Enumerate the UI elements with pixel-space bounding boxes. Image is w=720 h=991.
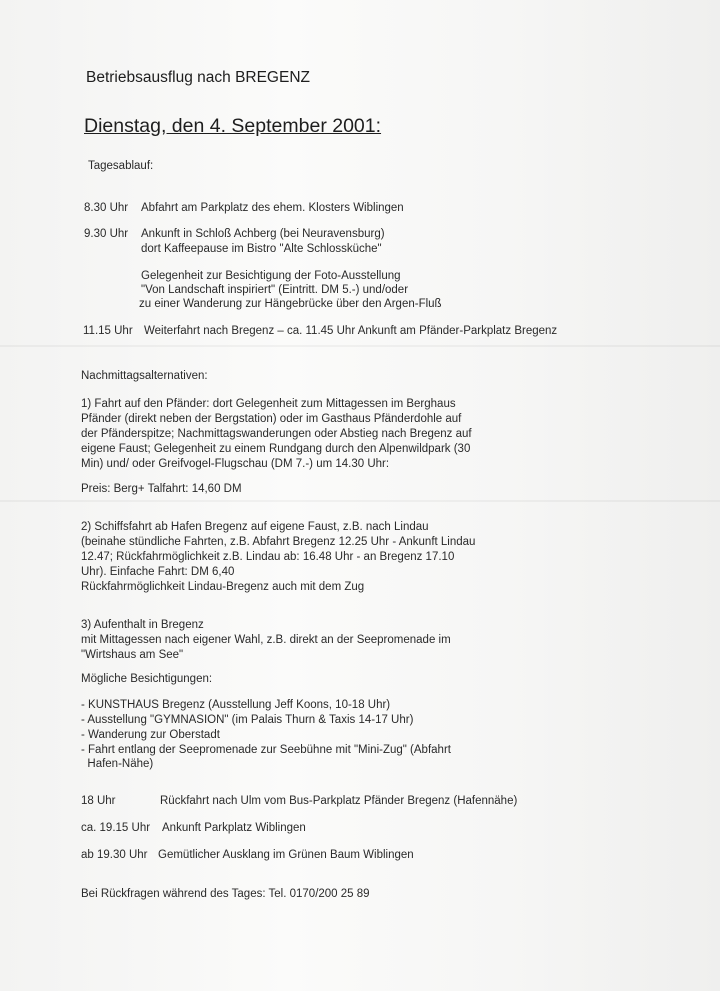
date-heading: Dienstag, den 4. September 2001: xyxy=(84,115,382,137)
option1-line: Min) und/ oder Greifvogel-Flugschau (DM 7.-) um 14.30 Uhr: xyxy=(81,458,390,470)
evening-time: 18 Uhr xyxy=(81,795,116,807)
schedule-time: 8.30 Uhr xyxy=(84,202,129,214)
schedule-text: "Von Landschaft inspiriert" (Eintritt. DM 5.-) und/oder xyxy=(141,284,409,296)
sight-item: - Fahrt entlang der Seepromenade zur Seebühne mit "Mini-Zug" (Abfahrt xyxy=(81,744,451,756)
option2-line: (beinahe stündliche Fahrten, z.B. Abfahrt Bregenz 12.25 Uhr - Ankunft Lindau xyxy=(81,536,476,548)
sight-item: - Ausstellung "GYMNASION" (im Palais Thurn & Taxis 14-17 Uhr) xyxy=(81,714,414,726)
evening-time: ab 19.30 Uhr xyxy=(81,849,148,861)
evening-text: Gemütlicher Ausklang im Grünen Baum Wiblingen xyxy=(158,849,414,861)
afternoon-heading: Nachmittagsalternativen: xyxy=(81,370,208,382)
evening-time: ca. 19.15 Uhr xyxy=(81,822,151,834)
sight-item: - Wanderung zur Oberstadt xyxy=(81,729,220,741)
option1-line: der Pfänderspitze; Nachmittagswanderungen oder Abstieg nach Bregenz auf xyxy=(81,428,472,440)
schedule-text: Ankunft in Schloß Achberg (bei Neuravensburg) xyxy=(141,228,385,240)
option1-line: Pfänder (direkt neben der Bergstation) oder im Gasthaus Pfänderdohle auf xyxy=(81,413,462,425)
option2-line: Uhr). Einfache Fahrt: DM 6,40 xyxy=(81,566,235,578)
schedule-text: Gelegenheit zur Besichtigung der Foto-Ausstellung xyxy=(141,270,401,282)
option1-line: 1) Fahrt auf den Pfänder: dort Gelegenheit zum Mittagessen im Berghaus xyxy=(81,398,456,410)
contact-line: Bei Rückfragen während des Tages: Tel. 0170/200 25 89 xyxy=(81,888,370,900)
evening-text: Ankunft Parkplatz Wiblingen xyxy=(162,822,306,834)
option3-line: mit Mittagessen nach eigener Wahl, z.B. direkt an der Seepromenade im xyxy=(81,634,451,646)
option2-line: 12.47; Rückfahrmöglichkeit z.B. Lindau ab: 16.48 Uhr - an Bregenz 17.10 xyxy=(81,551,455,563)
schedule-time: 9.30 Uhr xyxy=(84,228,129,240)
paper-fold xyxy=(0,500,720,502)
sight-item: - KUNSTHAUS Bregenz (Ausstellung Jeff Koons, 10-18 Uhr) xyxy=(81,699,391,711)
option1-line: eigene Faust; Gelegenheit zu einem Rundgang durch den Alpenwildpark (30 xyxy=(81,443,471,455)
evening-text: Rückfahrt nach Ulm vom Bus-Parkplatz Pfänder Bregenz (Hafennähe) xyxy=(160,795,518,807)
schedule-text: Weiterfahrt nach Bregenz – ca. 11.45 Uhr Ankunft am Pfänder-Parkplatz Bregenz xyxy=(144,325,558,337)
paper-fold xyxy=(0,345,720,347)
schedule-text: dort Kaffeepause im Bistro "Alte Schlossküche" xyxy=(141,243,382,255)
option3-line: 3) Aufenthalt in Bregenz xyxy=(81,619,204,631)
schedule-text: Abfahrt am Parkplatz des ehem. Klosters Wiblingen xyxy=(141,202,404,214)
option2-line: Rückfahrmöglichkeit Lindau-Bregenz auch mit dem Zug xyxy=(81,581,365,593)
sights-heading: Mögliche Besichtigungen: xyxy=(81,673,213,685)
sight-item: Hafen-Nähe) xyxy=(81,758,154,770)
schedule-time: 11.15 Uhr xyxy=(83,325,133,337)
schedule-text: zu einer Wanderung zur Hängebrücke über den Argen-Fluß xyxy=(139,298,442,310)
option2-line: 2) Schiffsfahrt ab Hafen Bregenz auf eigene Faust, z.B. nach Lindau xyxy=(81,521,429,533)
option3-line: "Wirtshaus am See" xyxy=(81,649,184,661)
section-label: Tagesablauf: xyxy=(88,160,154,172)
document-title: Betriebsausflug nach BREGENZ xyxy=(86,69,310,86)
option1-price: Preis: Berg+ Talfahrt: 14,60 DM xyxy=(81,483,242,495)
